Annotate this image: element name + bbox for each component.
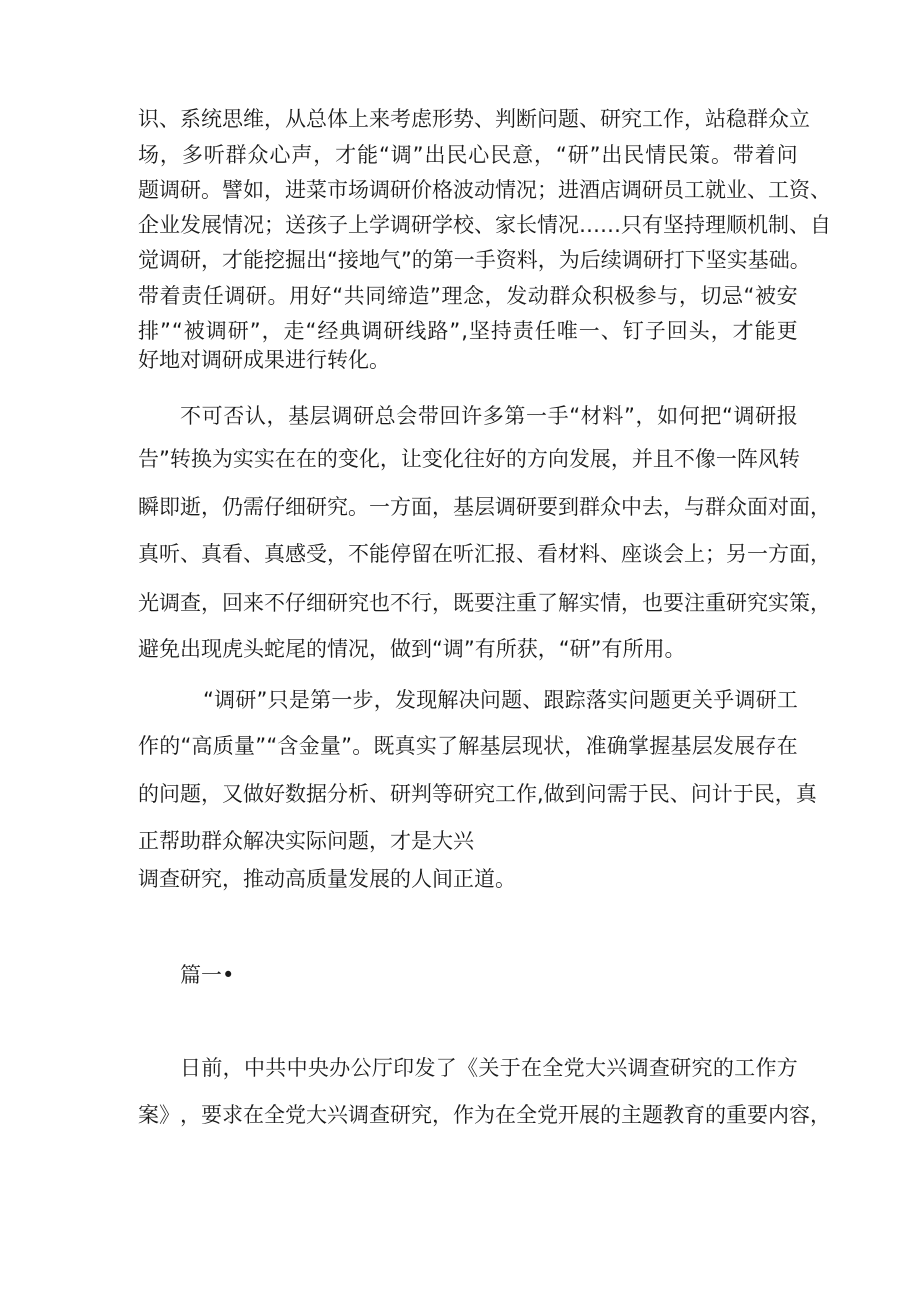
text-line: 作 的 “ 高 质 量 ” “ 含 金 量 ” 。 既 真 实 了 解 基 层 现 状 ， 准 确 掌 握 基 层 发 展 存 在 (138, 734, 798, 758)
text-line: 排 ” “ 被 调 研 ” ， 走 “ 经 典 调 研 线 路 ” , 坚 持 责 任 唯 一 、 钉 子 回 头 ， 才 能 更 (138, 319, 798, 343)
text-line: 觉 调 研 ， 才 能 挖 掘 出 “ 接 地 气 ” 的 第 一 手 资 料 ， 为 后 续 调 研 打 下 坚 实 基 础 。 (138, 248, 811, 272)
text-line: 日 前 ， 中 共 中 央 办 公 厅 印 发 了 《 关 于 在 全 党 大 兴 调 查 研 究 的 工 作 方 (180, 1056, 798, 1080)
text-line: 案 》 ， 要 求 在 全 党 大 兴 调 查 研 究 ， 作 为 在 全 党 开 展 的 主 题 教 育 的 重 要 内 容 ， (138, 1103, 831, 1127)
text-line: 好地对调研成果进行转化。 (138, 348, 390, 372)
text-line: 带 着 责 任 调 研 。 用 好 “ 共 同 缔 造 ” 理 念 ， 发 动 群 众 积 极 参 与 ， 切 忌 “ 被 安 (138, 284, 798, 308)
text-line: 告 ” 转 换 为 实 实 在 在 的 变 化 ， 让 变 化 往 好 的 方 向 发 展 ， 并 且 不 像 一 阵 风 转 (138, 447, 800, 471)
text-line: 不 可 否 认 ， 基 层 调 研 总 会 带 回 许 多 第 一 手 “ 材 料 ” ， 如 何 把 “ 调 研 报 (180, 404, 798, 428)
text-line: 识 、 系 统 思 维 ， 从 总 体 上 来 考 虑 形 势 、 判 断 问 题 、 研 究 工 作 ， 站 稳 群 众 立 (138, 107, 810, 131)
text-line: “ 调 研 ” 只 是 第 一 步 ， 发 现 解 决 问 题 、 跟 踪 落 实 问 题 更 关 乎 调 研 工 (203, 688, 798, 712)
text-line: 调查研究，推动高质量发展的人间正道。 (138, 867, 516, 891)
text-line: 瞬 即 逝 ， 仍 需 仔 细 研 究 。 一 方 面 ， 基 层 调 研 要 到 群 众 中 去 ， 与 群 众 面 对 面 ， (138, 495, 831, 519)
section-heading: 篇一• (180, 963, 235, 987)
text-line: 光 调 查 ， 回 来 不 仔 细 研 究 也 不 行 ， 既 要 注 重 了 解 实 情 ， 也 要 注 重 研 究 实 策 ， (138, 591, 831, 615)
text-line: 真 听 、 真 看 、 真 感 受 ， 不 能 停 留 在 听 汇 报 、 看 材 料 、 座 谈 会 上 ； 另 一 方 面 ， (138, 542, 831, 566)
text-line: 企 业 发 展 情 况 ； 送 孩 子 上 学 调 研 学 校 、 家 长 情 况 … … 只 有 坚 持 理 顺 机 制 、 自 (138, 213, 831, 237)
text-line: 的 问 题 ， 又 做 好 数 据 分 析 、 研 判 等 研 究 工 作 , 做 到 问 需 于 民 、 问 计 于 民 ， 真 (138, 782, 817, 806)
text-line: 场 ， 多 听 群 众 心 声 ， 才 能 “ 调 ” 出 民 心 民 意 ， “ 研 ” 出 民 情 民 策 。 带 着 问 (138, 143, 798, 167)
text-line: 题 调 研 。 譬 如 ， 进 菜 市 场 调 研 价 格 波 动 情 况 ； 进 酒 店 调 研 员 工 就 业 、 工 资 、 (138, 178, 831, 202)
text-line: 正帮助群众解决实际问题，才是大兴 (138, 829, 474, 853)
text-line: 避免出现虎头蛇尾的情况，做到“调”有所获，“研”有所用。 (138, 637, 686, 661)
